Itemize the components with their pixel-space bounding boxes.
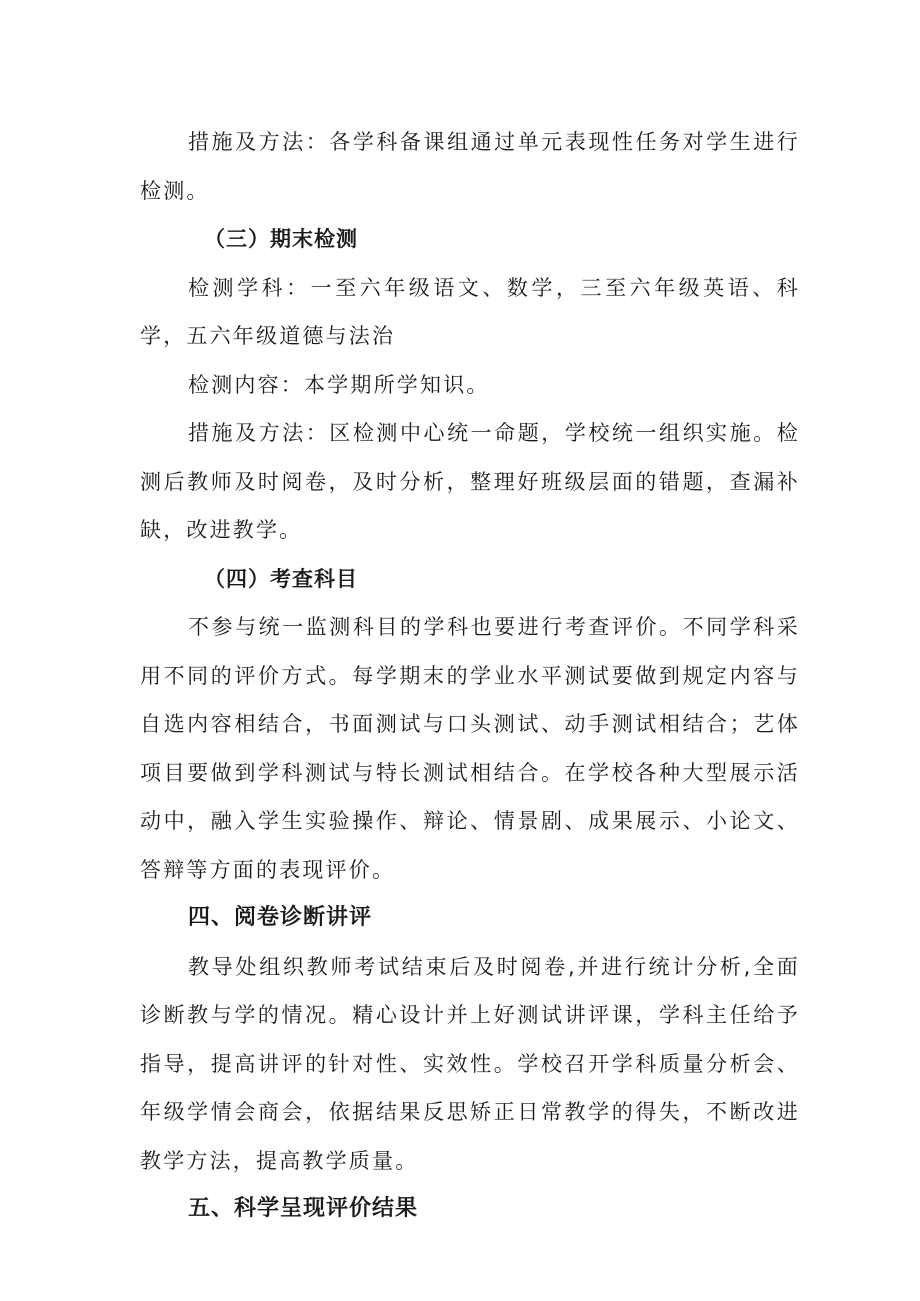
paragraph-exam-content: 检测内容：本学期所学知识。 xyxy=(188,372,490,397)
heading-marking-review: 四、阅卷诊断讲评 xyxy=(188,905,373,930)
paragraph-exam-subjects: 检测学科：一至六年级语文、数学，三至六年级英语、科学，五六年级道德与法治 xyxy=(140,275,800,348)
paragraph-assessment-evaluation: 不参与统一监测科目的学科也要进行考查评价。不同学科采用不同的评价方式。每学期末的学业水平测试要做到规定内容与自选内容相结合，书面测试与口头测试、动手测试相结合；艺体项目要做到学科测试与特长测试相结合。在学校各种大型展示活动中，融入学生实验操作、辩论、情景剧、成果展示、小论文、答辩等方面的表现评价。 xyxy=(140,615,800,882)
subheading-final-exam: （三）期末检测 xyxy=(204,227,358,251)
paragraph-exam-measures: 措施及方法：区检测中心统一命题，学校统一组织实施。检测后教师及时阅卷，及时分析，整理好班级层面的错题，查漏补缺，改进教学。 xyxy=(140,421,800,542)
subheading-assessment-subjects: （四）考查科目 xyxy=(204,566,358,591)
paragraph-marking-review: 教导处组织教师考试结束后及时阅卷,并进行统计分析,全面诊断教与学的情况。精心设计并上好测试讲评课，学科主任给予指导，提高讲评的针对性、实效性。学校召开学科质量分析会、年级学情会商会，依据结果反思矫正日常教学的得失，不断改进教学方法，提高教学质量。 xyxy=(140,954,800,1173)
heading-present-results: 五、科学呈现评价结果 xyxy=(188,1196,419,1221)
document-body xyxy=(140,118,800,1234)
paragraph-measures-unit-tasks: 措施及方法：各学科备课组通过单元表现性任务对学生进行检测。 xyxy=(140,130,800,203)
